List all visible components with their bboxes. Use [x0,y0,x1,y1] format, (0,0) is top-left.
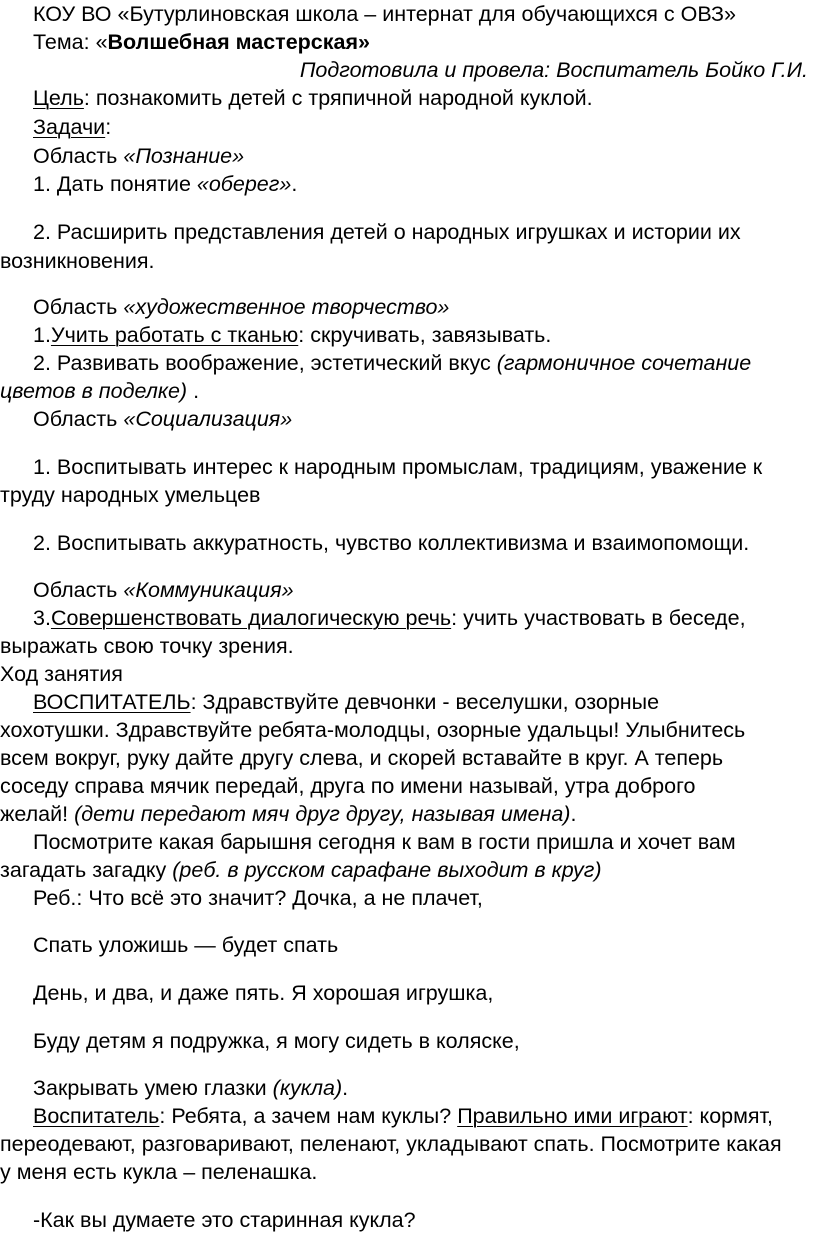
task-text: 1. Дать понятие [33,172,197,196]
paragraph-text: желай! [0,802,75,826]
goal-text: : познакомить детей с тряпичной народной куклой. [83,86,593,110]
task-2-line-1 [33,219,816,246]
area-label: Область [33,407,124,431]
task-note: цветов в поделке) [0,379,188,403]
goal-label: Цель [33,86,84,110]
stage-direction: (реб. в русском сарафане выходит в круг) [172,858,602,882]
task-text: 2. Расширить представления детей о народных игрушках и истории их [33,220,741,244]
task-text: 2. Развивать воображение, эстетический вкус [33,351,497,375]
riddle-text: Реб.: Что всё это значит? Дочка, а не плачет, [33,886,483,910]
paragraph-text: загадать загадку [0,858,173,882]
task-5-line-1 [33,454,816,481]
task-text: 2. Воспитывать аккуратность, чувство коллективизма и взаимопомощи. [33,531,750,555]
task-6 [33,530,816,557]
task-4-line-1 [33,350,816,377]
task-5-line-2 [0,482,816,509]
paragraph-3-line-2 [0,1131,816,1158]
riddle-text: День, и два, и даже пять. Я хорошая игрушка, [33,981,494,1005]
paragraph-text: : Здравствуйте девчонки - веселушки, озорные [190,690,660,714]
lesson-heading-text: Ход занятия [0,662,123,686]
paragraph-underlined: Правильно ими играют [457,1104,688,1128]
paragraph-end: . [570,802,577,826]
riddle-answer: (кукла) [272,1076,343,1100]
paragraph-3-line-1 [33,1103,816,1130]
area-cognition [33,143,816,170]
task-text: : учить участвовать в беседе, [451,606,746,630]
question-line [33,1207,816,1234]
riddle-text: Буду детям я подружка, я могу сидеть в коляске, [33,1029,520,1053]
theme-title: Волшебная мастерская» [107,30,370,54]
riddle-line-2 [33,932,816,959]
tasks-label-line [33,114,816,141]
paragraph-text: хохотушки. Здравствуйте ребята-молодцы, озорные удальцы! Улыбнитесь [0,718,746,742]
area-art [33,294,816,321]
task-7-line-1 [33,605,816,632]
lesson-heading [0,661,816,688]
paragraph-1-line-3 [0,745,816,772]
speaker-label: Воспитатель [33,1104,160,1128]
task-text: труду народных умельцев [0,483,261,507]
task-number: 1. [33,323,51,347]
task-text: выражать свою точку зрения. [0,634,294,658]
author-line [0,57,808,84]
task-7-line-2 [0,633,816,660]
area-label: Область [33,295,124,319]
theme-line [33,29,816,56]
area-name: «Социализация» [123,407,293,431]
riddle-end: . [342,1076,349,1100]
paragraph-text: переодевают, разговаривают, пеленают, укладывают спать. Посмотрите какая [0,1132,782,1156]
tasks-colon: : [105,115,112,139]
area-socialization [33,406,816,433]
speaker-label: ВОСПИТАТЕЛЬ [33,690,191,714]
paragraph-1-line-2 [0,717,816,744]
area-name: «Познание» [123,144,245,168]
goal-line [33,85,816,112]
riddle-text: Спать уложишь — будет спать [33,933,339,957]
stage-direction: (дети передают мяч друг другу, называя имена) [74,802,571,826]
author-text: Подготовила и провела: Воспитатель Бойко Г.И. [299,58,808,82]
paragraph-1-line-5 [0,801,816,828]
paragraph-3-line-3 [0,1159,816,1186]
school-name [33,1,816,28]
area-label: Область [33,578,124,602]
paragraph-text: всем вокруг, руку дайте другу слева, и скорей вставайте в круг. А теперь [0,746,724,770]
task-term: «оберег» [196,172,292,196]
task-underlined: Совершенствовать диалогическую речь [50,606,452,630]
question-text: -Как вы думаете это старинная кукла? [33,1208,416,1232]
paragraph-2-line-1 [33,829,816,856]
riddle-line-5 [33,1075,816,1102]
paragraph-1-line-1 [33,689,816,716]
paragraph-1-line-4 [0,773,816,800]
riddle-line-3 [33,980,816,1007]
area-label: Область [33,144,124,168]
task-text: возникновения. [0,249,155,273]
task-1 [33,171,816,198]
school-name-text: КОУ ВО «Бутурлиновская школа – интернат для обучающихся с ОВЗ» [33,2,736,26]
paragraph-2-line-2 [0,857,816,884]
riddle-line-4 [33,1028,816,1055]
task-3 [33,322,816,349]
tasks-label: Задачи [33,115,106,139]
paragraph-text: : кормят, [687,1104,773,1128]
paragraph-text: Посмотрите какая барышня сегодня к вам в гости пришла и хочет вам [33,830,736,854]
task-number: 3. [33,606,51,630]
task-underlined: Учить работать с тканью [50,323,299,347]
task-text: : скручивать, завязывать. [298,323,552,347]
riddle-line-1 [33,885,816,912]
task-4-line-2 [0,378,816,405]
paragraph-text: : Ребята, а зачем нам куклы? [159,1104,458,1128]
riddle-text: Закрывать умею глазки [33,1076,273,1100]
task-end: . [187,379,200,403]
paragraph-text: соседу справа мячик передай, друга по имени называй, утра доброго [0,774,696,798]
area-communication [33,577,816,604]
task-2-line-2 [0,248,816,275]
area-name: «художественное творчество» [123,295,450,319]
task-text: 1. Воспитывать интерес к народным промыслам, традициям, уважение к [33,455,763,479]
paragraph-text: у меня есть кукла – пеленашка. [0,1160,318,1184]
theme-label: Тема: « [33,30,108,54]
area-name: «Коммуникация» [123,578,294,602]
task-note: (гармоничное сочетание [496,351,752,375]
task-end: . [291,172,298,196]
